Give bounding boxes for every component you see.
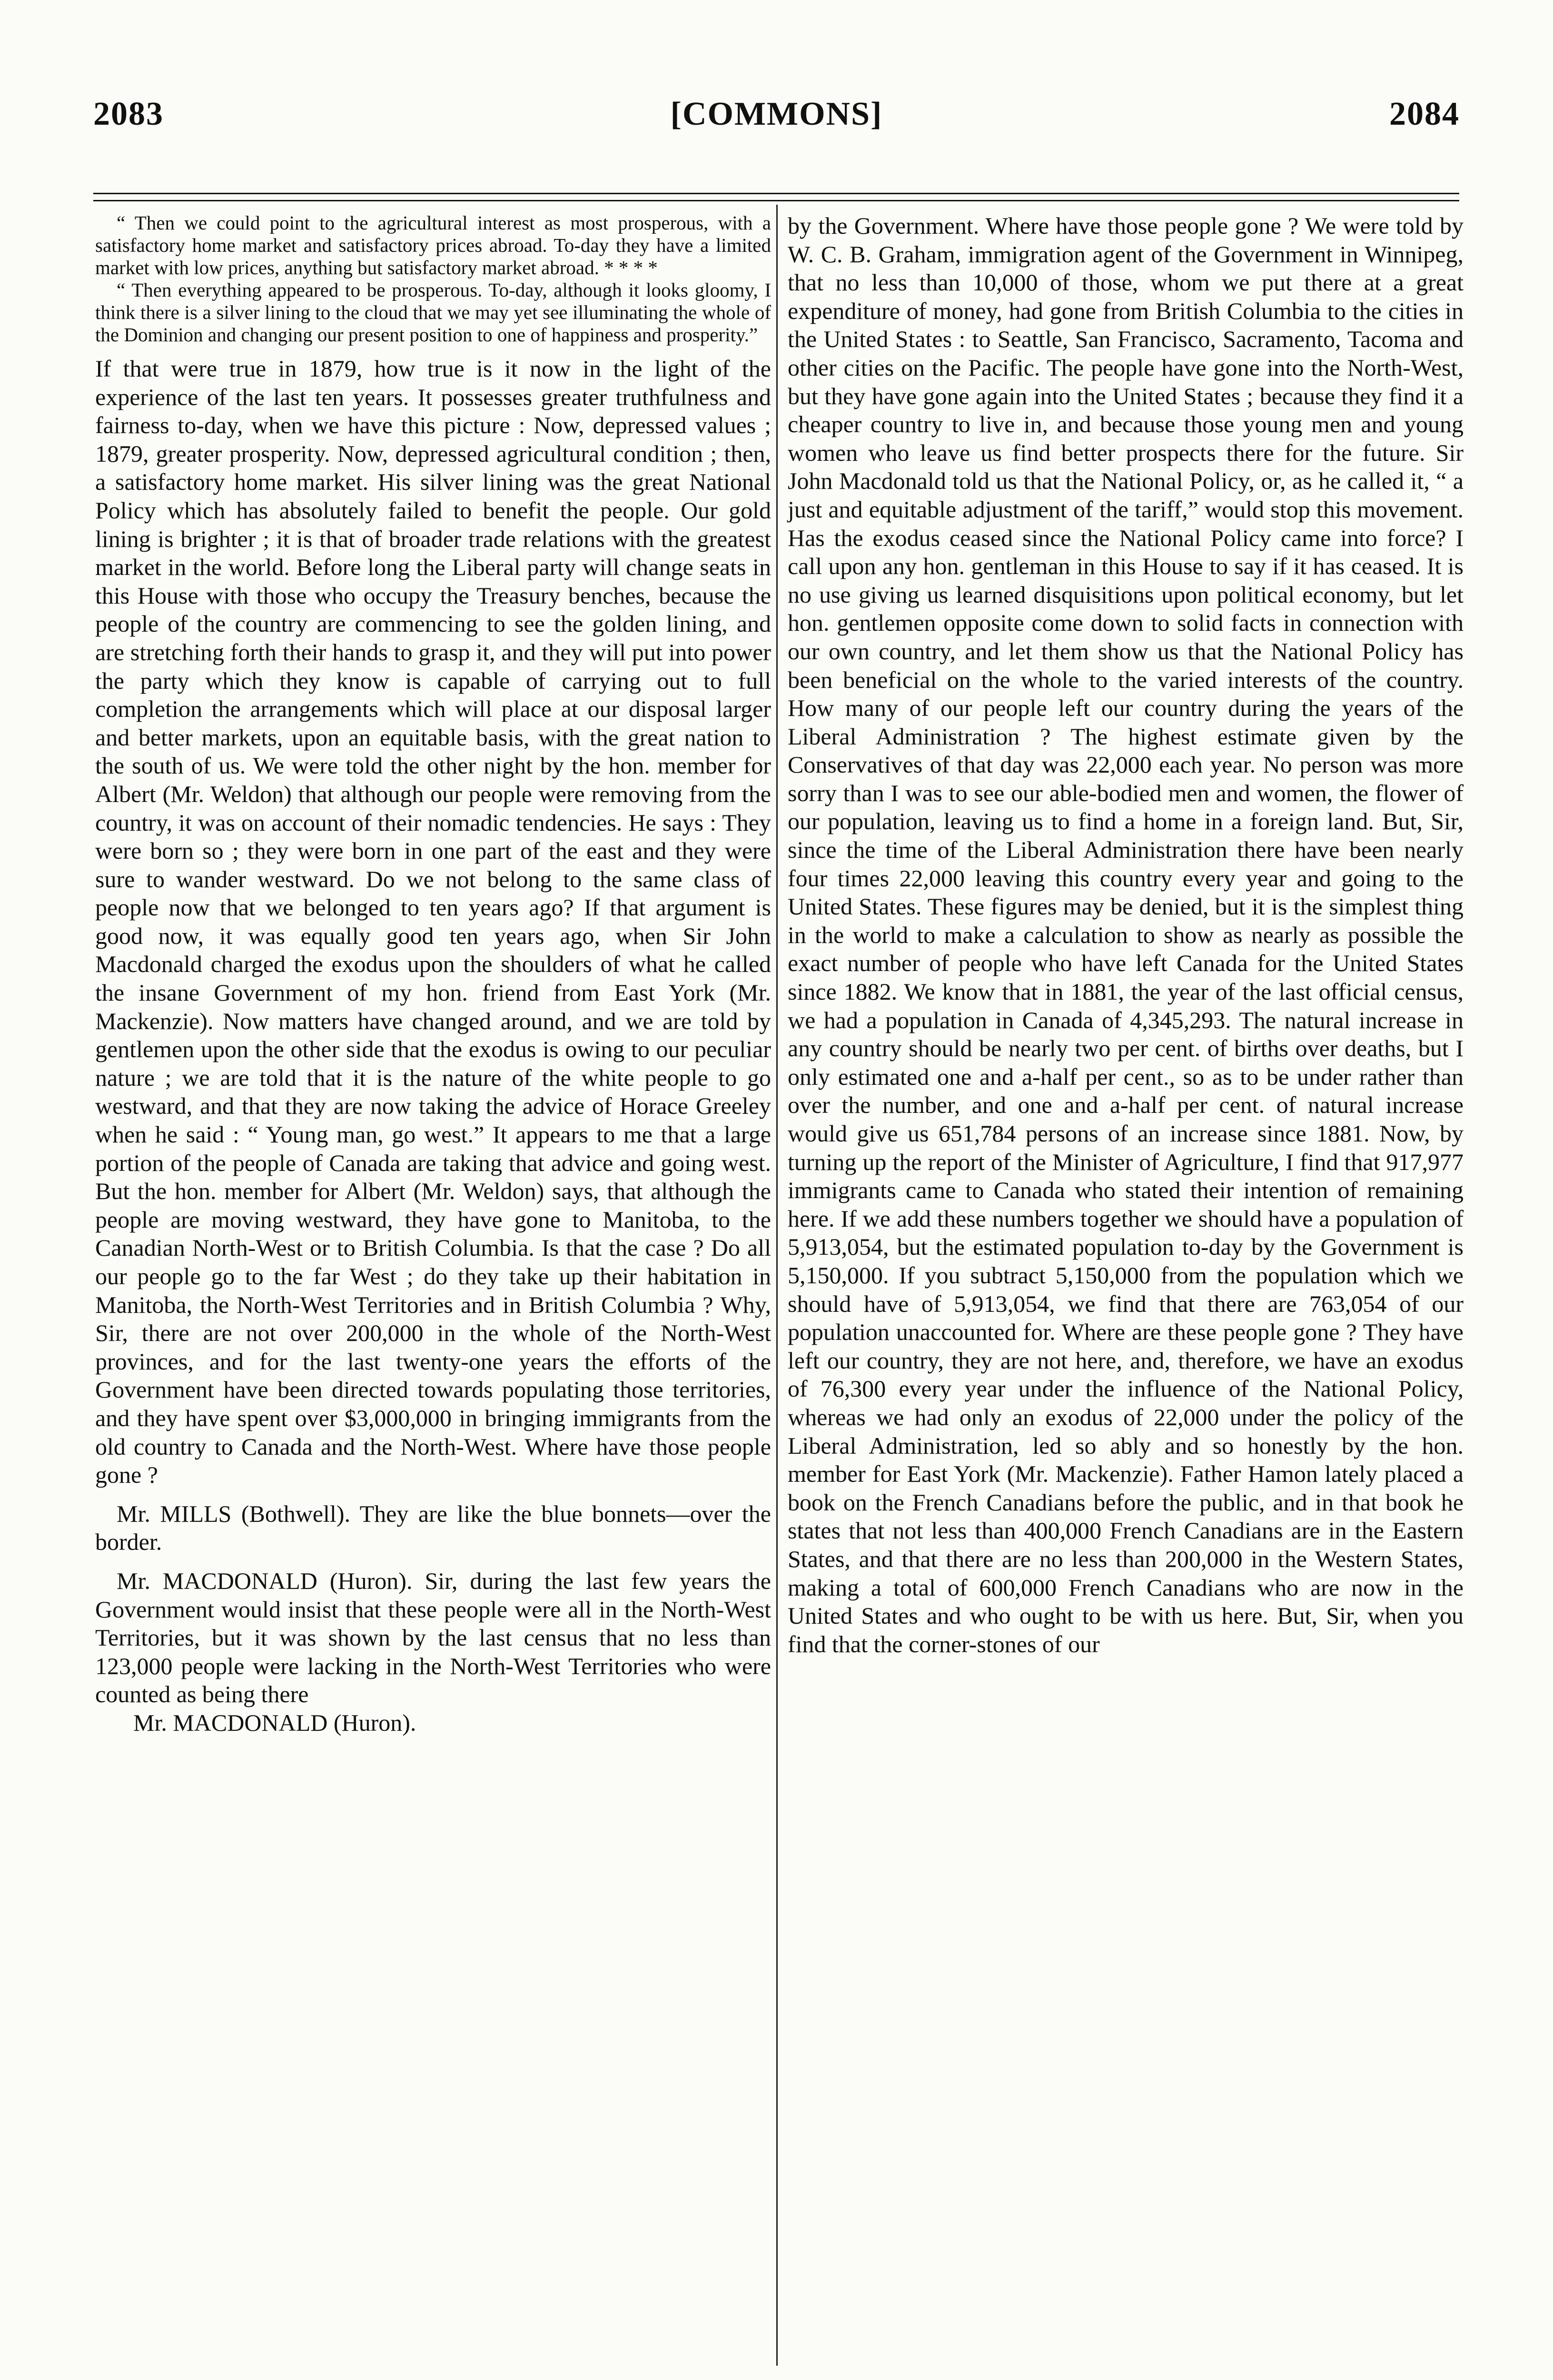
header-rule-top xyxy=(93,193,1459,194)
speaker-name: Mr. MILLS (Bothwell). xyxy=(117,1500,350,1527)
left-column xyxy=(95,212,771,1737)
right-page-number: 2084 xyxy=(1389,96,1460,132)
body-paragraph: by the Government. Where have those people gone ? We were told by W. C. B. Graham, immigration agent of the Government in Winnipeg, that no less than 10,000 of those, whom we put there at a great expenditure of money, had gone from British Columbia to the cities in the United States : to Seattle, San Francisco, Sacramento, Tacoma and other cities on the Pacific. The people have gone into the North-West, but they have gone again into the United States ; because they find it a cheaper country to live in, and because those young men and young women who leave us find better prospects there for the future. Sir John Macdonald told us that the National Policy, or, as he called it, “ a just and equitable adjustment of the tariff,” would stop this movement. Has the exodus ceased since the National Policy came into force? I call upon any hon. gentleman in this House to say if it has ceased. It is no use giving us learned disquisitions upon political economy, but let hon. gentlemen opposite come down to solid facts in connection with our own country, and let them show us that the National Policy has been beneficial on the whole to the varied interests of the country. How many of our people left our country during the years of the Liberal Administration ? The highest estimate given by the Conservatives of that day was 22,000 each year. No person was more sorry than I was to see our able-bodied men and women, the flower of our population, leaving us to find a home in a foreign land. But, Sir, since the time of the Liberal Administration there have been nearly four times 22,000 leaving this country every year and going to the United States. These figures may be denied, but it is the simplest thing in the world to make a calculation to show as nearly as possible the exact number of people who have left Canada for the United States since 1882. We know that in 1881, the year of the last official census, we had a population in Canada of 4,345,293. The natural increase in any country should be nearly two per cent. of births over deaths, but I only estimated one and a-half per cent., so as to be under rather than over the number, and one and a-half per cent. of natural increase would give us 651,784 persons of an increase since 1881. Now, by turning up the report of the Minister of Agriculture, I find that 917,977 immigrants came to Canada who stated their intention of remaining here. If we add these numbers together we should have a population of 5,913,054, but the estimated population to-day by the Government is 5,150,000. If you subtract 5,150,000 from the population which we should have of 5,913,054, we find that there are 763,054 of our population unaccounted for. Where are these people gone ? They have left our country, they are not here, and, therefore, we have an exodus of 76,300 every year under the influence of the National Policy, whereas we had only an exodus of 22,000 under the policy of the Liberal Administration, led so ably and so honestly by the hon. member for East York (Mr. Mackenzie). Father Hamon lately placed a book on the French Canadians before the public, and in that book he states that not less than 400,000 French Canadians are in the Eastern States, and that there are no less than 200,000 in the Western States, making a total of 600,000 French Canadians who are now in the United States and who ought to be with us here. But, Sir, when you find that the corner-stones of our xyxy=(788,212,1464,1657)
speaker-name: Mr. MACDONALD (Huron). xyxy=(117,1567,413,1594)
speech-mills xyxy=(95,1500,771,1557)
right-column xyxy=(788,212,1464,1658)
quoted-passage xyxy=(95,212,771,346)
page-footer-attribution: Mr. MACDONALD (Huron). xyxy=(133,1709,416,1736)
speech-macdonald xyxy=(95,1567,771,1709)
quote-paragraph: “ Then everything appeared to be prosperous. To-day, although it looks gloomy, I think there is a silver lining to the cloud that we may yet see illuminating the whole of the Dominion and changing our present position to one of happiness and prosperity.” xyxy=(95,279,771,346)
running-header: [COMMONS] xyxy=(670,96,883,132)
speech-text: They are like the blue bonnets—over the border. xyxy=(95,1500,771,1556)
header-rule-bottom xyxy=(93,200,1459,201)
body-paragraph: If that were true in 1879, how true is it now in the light of the experience of the last ten years. It possesses greater truthfulness and fairness to-day, when we have this picture : Now, depressed values ; 1879, greater prosperity. Now, depressed agricultural condition ; then, a satisfactory home market. His silver lining was the great National Policy which has absolutely failed to benefit the people. Our gold lining is brighter ; it is that of broader trade relations with the greatest market in the world. Before long the Liberal party will change seats in this House with those who occupy the Treasury benches, because the people of the country are commencing to see the golden lining, and are stretching forth their hands to grasp it, and they will put into power the party which they know is capable of carrying out to full completion the arrangements which will place at our disposal larger and better markets, upon an equitable basis, with the great nation to the south of us. We were told the other night by the hon. member for Albert (Mr. Weldon) that although our people were removing from the country, it was on account of their nomadic tendencies. He says : They were born so ; they were born in one part of the east and they were sure to wander westward. Do we not belong to the same class of people now that we belonged to ten years ago? If that argument is good now, it was equally good ten years ago, when Sir John Macdonald charged the exodus upon the shoulders of what he called the insane Government of my hon. friend from East York (Mr. Mackenzie). Now matters have changed around, and we are told by gentlemen upon the other side that the exodus is owing to our peculiar nature ; we are told that it is the nature of the white people to go westward, and that they are now taking the advice of Horace Greeley when he said : “ Young man, go west.” It appears to me that a large portion of the people of Canada are taking that advice and going west. But the hon. member for Albert (Mr. Weldon) says, that although the people are moving westward, they have gone to Manitoba, to the Canadian North-West or to British Columbia. Is that the case ? Do all our people go to the far West ; do they take up their habitation in Manitoba, the North-West Territories and in British Columbia ? Why, Sir, there are not over 200,000 in the whole of the North-West provinces, and for the last twenty-one years the efforts of the Government have been directed towards populating those territories, and they have spent over $3,000,000 in bringing immigrants from the old country to Canada and the North-West. Where have those people gone ? xyxy=(95,355,771,1488)
left-page-number: 2083 xyxy=(93,96,164,132)
column-divider xyxy=(776,205,778,2366)
quote-paragraph: “ Then we could point to the agricultural interest as most prosperous, with a satisfactory home market and satisfactory prices abroad. To-day they have a limited market with low prices, anything but satisfactory market abroad. * * * * xyxy=(95,212,771,278)
speech-text: Sir, during the last few years the Government would insist that these people were all in the North-West Territories, but it was shown by the last census that no less than 123,000 people were lacking in the North-West Territories who were counted as being there xyxy=(95,1567,771,1708)
